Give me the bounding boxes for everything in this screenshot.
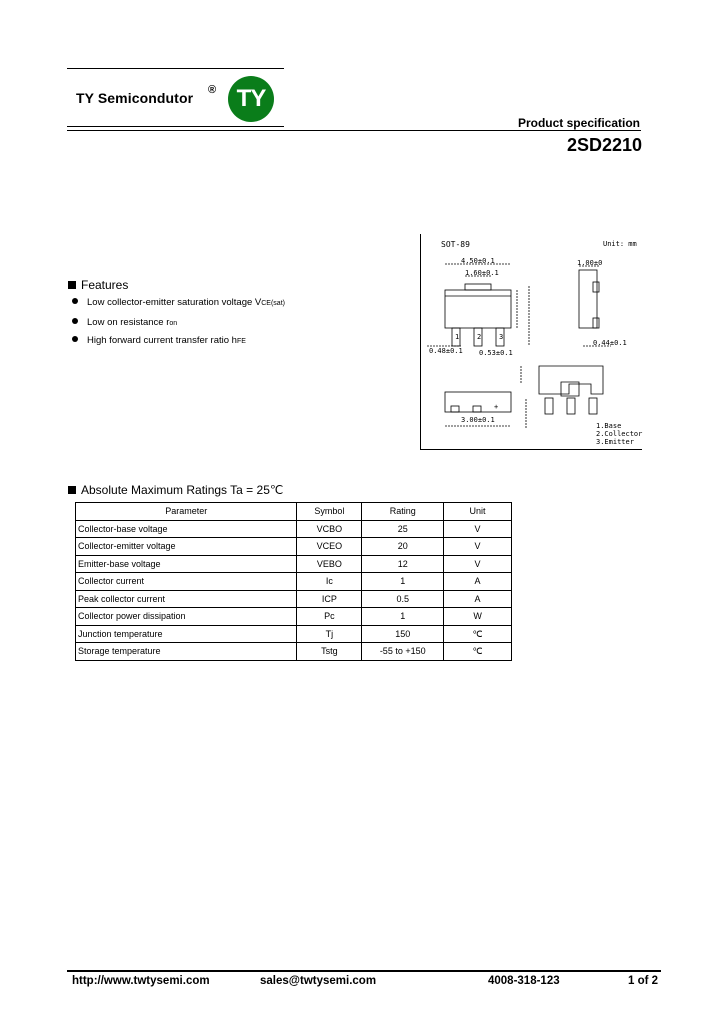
rating-cell: 1: [362, 573, 444, 591]
rating-cell: 12: [362, 555, 444, 573]
parameter-cell: Storage temperature: [76, 643, 297, 661]
table-row: [76, 555, 512, 573]
header-long-rule: [67, 130, 641, 131]
unit-label: Unit: mm: [603, 240, 637, 248]
pin-2-label: 2.Collector: [596, 430, 643, 438]
symbol-cell: Tstg: [297, 643, 362, 661]
rating-cell: 0.5: [362, 590, 444, 608]
package-name: SOT-89: [441, 240, 470, 249]
page-number: 1 of 2: [628, 975, 659, 987]
bullet-icon: [72, 298, 78, 304]
symbol-cell: VEBO: [297, 555, 362, 573]
bullet-icon: [72, 336, 78, 342]
unit-cell: A: [444, 573, 512, 591]
table-header-row: [76, 503, 512, 521]
feature-subscript: on: [169, 320, 178, 327]
symbol-cell: ICP: [297, 590, 362, 608]
symbol-cell: Tj: [297, 625, 362, 643]
parameter-cell: Emitter-base voltage: [76, 555, 297, 573]
feature-text: High forward current transfer ratio h: [87, 335, 237, 346]
header-mid-rule: [67, 126, 284, 127]
rating-cell: 20: [362, 538, 444, 556]
website-link[interactable]: http://www.twtysemi.com: [72, 975, 210, 987]
table-row: [76, 538, 512, 556]
dim-label: 1.00±0: [577, 259, 603, 267]
registered-mark: ®: [208, 84, 217, 96]
rating-cell: -55 to +150: [362, 643, 444, 661]
unit-cell: ℃: [444, 643, 512, 661]
dim-label: 0.53±0.1: [479, 349, 513, 357]
email-link[interactable]: sales@twtysemi.com: [260, 975, 377, 987]
header-top-rule: [67, 68, 284, 69]
unit-cell: ℃: [444, 625, 512, 643]
dim-label: 3.00±0.1: [461, 416, 495, 424]
header-cell: Rating: [362, 503, 444, 521]
feature-subscript: FE: [236, 338, 246, 345]
ratings-table: [75, 502, 512, 661]
ratings-title: Absolute Maximum Ratings Ta = 25℃: [81, 483, 284, 497]
symbol-cell: Pc: [297, 608, 362, 626]
table-row: [76, 520, 512, 538]
company-logo: TY: [228, 76, 274, 122]
symbol-cell: VCEO: [297, 538, 362, 556]
feature-item: [72, 317, 177, 328]
features-title: Features: [81, 278, 129, 292]
rating-cell: 150: [362, 625, 444, 643]
svg-text:3: 3: [499, 333, 504, 341]
svg-text:+: +: [494, 403, 499, 411]
parameter-cell: Collector-emitter voltage: [76, 538, 297, 556]
feature-item: [72, 297, 285, 308]
unit-cell: W: [444, 608, 512, 626]
table-row: [76, 625, 512, 643]
header-cell: Parameter: [76, 503, 297, 521]
ratings-heading: [68, 483, 283, 497]
rating-cell: 1: [362, 608, 444, 626]
square-bullet-icon: [68, 486, 76, 494]
rating-cell: 25: [362, 520, 444, 538]
symbol-cell: VCBO: [297, 520, 362, 538]
feature-text: Low collector-emitter saturation voltage V: [87, 297, 262, 308]
package-drawing: [420, 234, 642, 450]
symbol-cell: Ic: [297, 573, 362, 591]
feature-text: Low on resistance r: [87, 317, 170, 328]
pin-3-label: 3.Emitter: [596, 438, 634, 446]
parameter-cell: Collector-base voltage: [76, 520, 297, 538]
parameter-cell: Collector current: [76, 573, 297, 591]
phone-number: 4008-318-123: [488, 975, 560, 987]
parameter-cell: Peak collector current: [76, 590, 297, 608]
table-row: [76, 590, 512, 608]
feature-item: [72, 335, 246, 346]
svg-text:1: 1: [455, 333, 460, 341]
unit-cell: A: [444, 590, 512, 608]
part-number: 2SD2210: [566, 135, 642, 155]
svg-text:2: 2: [477, 333, 482, 341]
unit-cell: V: [444, 520, 512, 538]
unit-cell: V: [444, 538, 512, 556]
package-outline-svg: [421, 234, 642, 449]
dim-label: 4.50±0.1: [461, 257, 495, 265]
unit-cell: V: [444, 555, 512, 573]
parameter-cell: Junction temperature: [76, 625, 297, 643]
dim-label: 0.48±0.1: [429, 347, 463, 355]
product-specification-label: Product specification: [517, 116, 640, 130]
pin-1-label: 1.Base: [596, 422, 622, 430]
dim-label: 1.60±0.1: [465, 269, 499, 277]
table-row: [76, 643, 512, 661]
bullet-icon: [72, 318, 78, 324]
header-cell: Symbol: [297, 503, 362, 521]
features-heading: [68, 278, 128, 292]
feature-subscript: CE(sat): [261, 300, 285, 307]
footer-rule: [67, 970, 661, 972]
header-cell: Unit: [444, 503, 512, 521]
company-name: TY Semicondutor: [76, 90, 194, 106]
square-bullet-icon: [68, 281, 76, 289]
table-row: [76, 608, 512, 626]
dim-label: 0.44±0.1: [593, 339, 627, 347]
table-row: [76, 573, 512, 591]
parameter-cell: Collector power dissipation: [76, 608, 297, 626]
